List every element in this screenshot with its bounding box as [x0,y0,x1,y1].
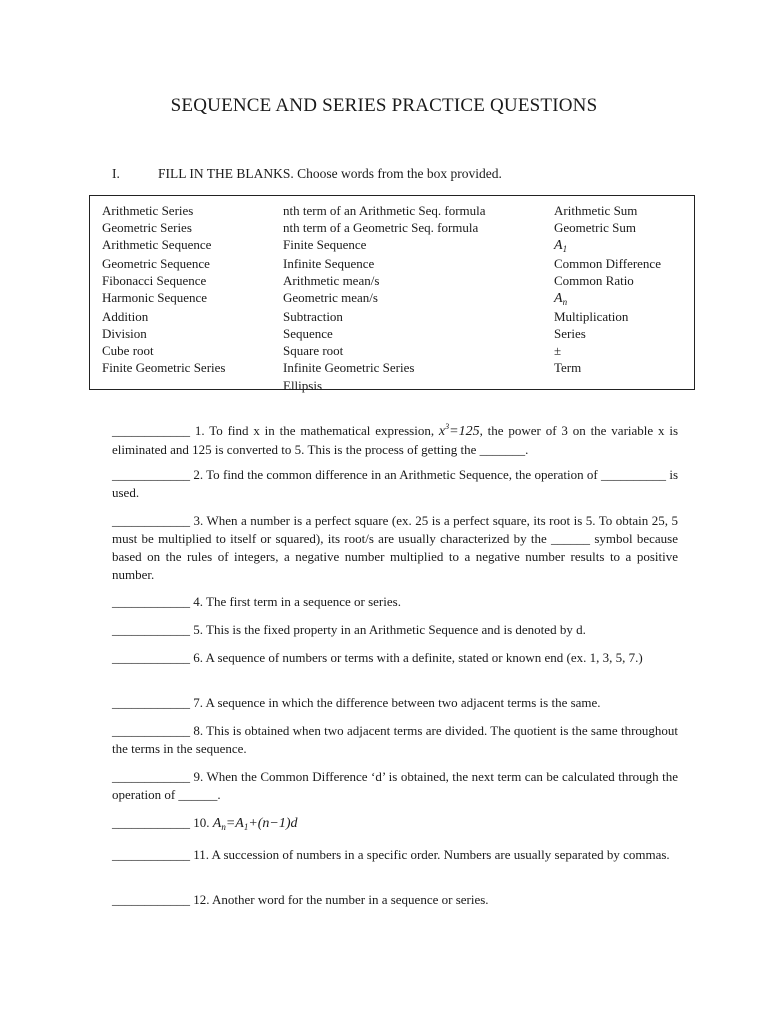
formula-part: +(n−1)d [248,816,298,831]
answer-blank[interactable]: ____________ [112,815,190,830]
formula-part: A [212,816,222,831]
word-box-item: Finite Sequence [283,237,367,253]
question-6 [112,649,678,667]
answer-blank[interactable]: ____________ [112,622,190,637]
question-text-continued: , the power of 3 on the variable x is eliminated and 125 is converted to 5. This is the process of getting the _______. [112,423,679,457]
word-box-item: Series [554,325,586,341]
formula-part: =A [225,816,244,831]
answer-blank[interactable]: ____________ [112,892,190,907]
question-text: 2. To find the common difference in an Arithmetic Sequence, the operation of __________ is used. [112,467,678,500]
word-box-item: Geometric Sequence [102,255,210,271]
section-instruction: FILL IN THE BLANKS. Choose words from the box provided. [158,166,502,181]
question-text: 11. A succession of numbers in a specific order. Numbers are usually separated by commas. [193,847,670,862]
word-box-item: Geometric Sum [554,220,636,236]
word-box-item: Subtraction [283,308,343,324]
math-rest: =125 [449,424,480,439]
word-box-item: Fibonacci Sequence [102,273,207,289]
formula-subscript: n [221,822,226,832]
word-box-item: nth term of a Geometric Seq. formula [283,220,479,236]
word-box-item: Square root [283,343,344,359]
question-text: 4. The first term in a sequence or series. [193,594,401,609]
question-9 [112,768,678,804]
word-box-item-a1 [554,236,661,255]
question-7 [112,694,678,712]
question-text: 7. A sequence in which the difference between two adjacent terms is the same. [193,695,601,710]
word-box-item: Finite Geometric Series [102,360,226,376]
word-box-item: nth term of an Arithmetic Seq. formula [283,203,486,218]
question-text: 1. To find x in the mathematical expression, [194,423,435,438]
section-number: I. [112,166,120,181]
word-box-item: Division [102,325,147,341]
word-box-item: Arithmetic Sequence [102,237,212,253]
answer-blank[interactable]: ____________ [112,650,190,665]
word-box-column-2 [283,202,486,394]
word-box-item-an [554,289,661,308]
word-box-item: Harmonic Sequence [102,290,208,306]
word-box-item: Arithmetic mean/s [283,273,380,289]
math-exponent: 3 [445,422,450,431]
question-4 [112,593,678,611]
word-box-item: Ellipsis [283,377,323,393]
question-text: 9. When the Common Difference ‘d’ is obtained, the next term can be calculated through the operation of ______. [112,769,679,802]
question-text: 3. When a number is a perfect square (ex. 25 is a perfect square, its root is 5. To obtain 25, 5 must be multiplied to itself or squared), its root/s are usually characterized by the ______ symbol because based on the rules of integers, a negative number multiplied to a negative number results to a positive number. [112,513,678,582]
question-3 [112,512,678,584]
question-11 [112,846,678,864]
word-box-item: Arithmetic Sum [554,203,638,218]
answer-blank[interactable]: ____________ [112,723,190,738]
subscript: n [562,297,568,308]
question-number: 10. [193,815,210,830]
formula [213,816,298,831]
word-box-item: Sequence [283,325,333,341]
page-title: SEQUENCE AND SERIES PRACTICE QUESTIONS [170,95,598,116]
word-box-item: Term [554,360,582,376]
word-box-item: Multiplication [554,308,629,324]
answer-blank[interactable]: ____________ [112,513,190,528]
word-box [89,195,695,393]
word-box-item: ± [554,343,562,359]
question-text: 5. This is the fixed property in an Arithmetic Sequence and is denoted by d. [193,622,586,637]
math-symbol-a: A [554,238,563,254]
math-expression [439,424,480,439]
word-box-item: Infinite Sequence [283,255,375,271]
question-text: 8. This is obtained when two adjacent terms are divided. The quotient is the same throughout the terms in the sequence. [112,723,679,756]
word-box-item: Common Difference [554,255,661,271]
math-base: x [438,424,446,439]
formula-subscript: 1 [243,822,249,832]
answer-blank[interactable]: ____________ [112,695,190,710]
question-text: 6. A sequence of numbers or terms with a definite, stated or known end (ex. 1, 3, 5, 7.) [193,650,643,665]
word-box-column-1 [102,202,225,377]
question-1 [112,418,678,459]
subscript: 1 [562,244,568,255]
question-10 [112,814,678,836]
answer-blank[interactable]: ____________ [112,847,190,862]
word-box-item: Common Ratio [554,273,634,289]
answer-blank[interactable]: ____________ [112,467,190,482]
question-12 [112,891,678,909]
math-symbol-a: A [554,291,563,307]
word-box-item: Geometric Series [102,220,192,236]
question-text: 12. Another word for the number in a sequence or series. [193,892,489,907]
question-5 [112,621,678,639]
answer-blank[interactable]: ____________ [112,769,190,784]
word-box-column-3 [554,202,661,377]
word-box-item: Cube root [102,343,154,359]
answer-blank[interactable]: ____________ [112,594,190,609]
answer-blank[interactable]: ____________ [112,423,190,438]
word-box-item: Addition [102,308,149,324]
word-box-item: Geometric mean/s [283,290,378,306]
question-8 [112,722,678,758]
word-box-item: Infinite Geometric Series [283,360,415,376]
question-2 [112,466,678,502]
word-box-item: Arithmetic Series [102,203,194,218]
